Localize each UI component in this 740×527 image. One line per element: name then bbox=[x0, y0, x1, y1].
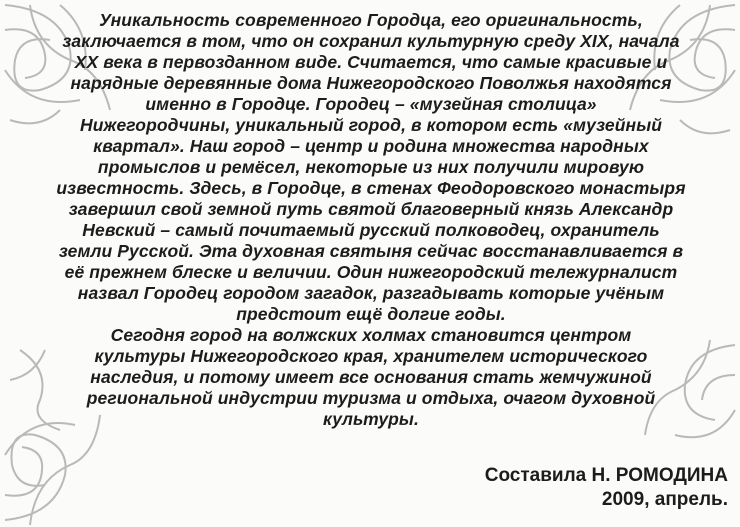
text-line: Сегодня город на волжских холмах становится центром bbox=[110, 325, 632, 345]
text-line: завершил свой земной путь святой благоверный князь Александр bbox=[68, 199, 674, 219]
text-line: региональной индустрии туризма и отдыха, очагом духовной bbox=[86, 388, 656, 408]
text-line: предстоит ещё долгие годы. bbox=[236, 304, 506, 324]
text-line: XX века в первозданном виде. Считается, что самые красивые и bbox=[74, 52, 668, 72]
text-line: промыслов и ремёсел, некоторые из них получили мировую bbox=[97, 157, 645, 177]
text-line: Нижегородчины, уникальный город, в котором есть «музейный bbox=[79, 115, 663, 135]
text-line: культуры. bbox=[323, 409, 419, 429]
author-line: Составила Н. РОМОДИНА bbox=[484, 465, 728, 486]
text-line: заключается в том, что он сохранил культурную среду XIX, начала bbox=[62, 31, 680, 51]
text-line: её прежнем блеске и величии. Один нижегородский тележурналист bbox=[64, 262, 678, 282]
text-line: известность. Здесь, в Городце, в стенах Феодоровского монастыря bbox=[56, 178, 686, 198]
text-line: именно в Городце. Городец – «музейная столица» bbox=[145, 94, 597, 114]
text-line: земли Русской. Эта духовная святыня сейчас восстанавливается в bbox=[58, 241, 684, 261]
date-line: 2009, апрель. bbox=[601, 489, 728, 510]
text-line: назвал Городец городом загадок, разгадывать которые учёным bbox=[77, 283, 665, 303]
signature bbox=[485, 464, 728, 512]
text-line: культуры Нижегородского края, хранителем исторического bbox=[94, 346, 648, 366]
text-line: Уникальность современного Городца, его оригинальность, bbox=[99, 10, 643, 30]
main-text bbox=[26, 10, 716, 430]
text-line: Невский – самый почитаемый русский полководец, охранитель bbox=[82, 220, 660, 240]
text-line: наследия, и потому имеет все основания стать жемчужиной bbox=[90, 367, 652, 387]
text-line: квартал». Наш город – центр и родина множества народных bbox=[93, 136, 649, 156]
text-line: нарядные деревянные дома Нижегородского Поволжья находятся bbox=[70, 73, 672, 93]
